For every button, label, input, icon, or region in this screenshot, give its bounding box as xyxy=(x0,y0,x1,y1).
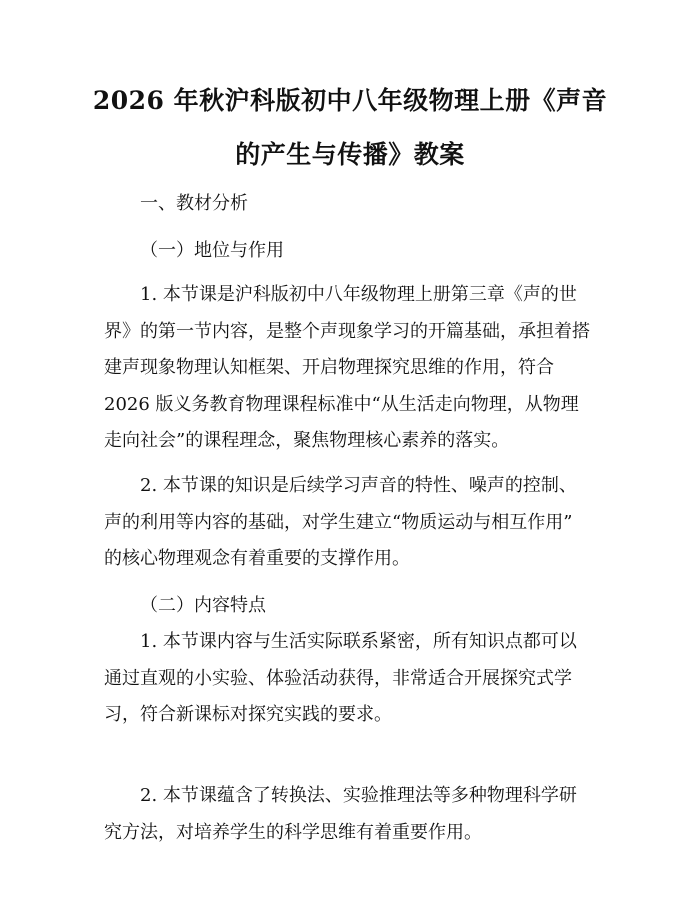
paragraph-line: 2. 本节课蕴含了转换法、实验推理法等多种物理科学研 xyxy=(140,785,577,806)
paragraph-line: 1. 本节课内容与生活实际联系紧密，所有知识点都可以 xyxy=(140,631,577,652)
paragraph-line: 2026 版义务教育物理课程标准中“从生活走向物理，从物理 xyxy=(104,393,579,415)
paragraph-line: 习，符合新课标对探究实践的要求。 xyxy=(104,704,392,725)
paragraph-line: 界》的第一节内容，是整个声现象学习的开篇基础，承担着搭 xyxy=(104,320,590,342)
subsection-heading-position-and-role: （一）地位与作用 xyxy=(140,240,284,261)
paragraph-line: 究方法，对培养学生的科学思维有着重要作用。 xyxy=(104,821,482,843)
document-title-line-1: 2026 年秋沪科版初中八年级物理上册《声音 xyxy=(92,86,608,115)
paragraph-line: 走向社会”的课程理念，聚焦物理核心素养的落实。 xyxy=(104,430,510,451)
document-title-line-2: 的产生与传播》教案 xyxy=(235,140,465,169)
paragraph-line: 1. 本节课是沪科版初中八年级物理上册第三章《声的世 xyxy=(140,284,577,305)
paragraph-2 xyxy=(104,468,604,578)
paragraph-line: 通过直观的小实验、体验活动获得，非常适合开展探究式学 xyxy=(104,667,572,689)
paragraph-line: 2. 本节课的知识是后续学习声音的特性、噪声的控制、 xyxy=(140,475,577,496)
paragraph-4 xyxy=(104,778,604,851)
paragraph-3 xyxy=(104,624,604,734)
paragraph-line: 的核心物理观念有着重要的支撑作用。 xyxy=(104,548,410,569)
section-heading-teaching-material-analysis: 一、教材分析 xyxy=(140,193,248,214)
subsection-heading-content-features: （二）内容特点 xyxy=(140,595,266,616)
paragraph-1 xyxy=(104,277,604,460)
paragraph-line: 建声现象物理认知框架、开启物理探究思维的作用，符合 xyxy=(104,357,554,378)
paragraph-line: 声的利用等内容的基础，对学生建立“物质运动与相互作用” xyxy=(104,511,573,533)
